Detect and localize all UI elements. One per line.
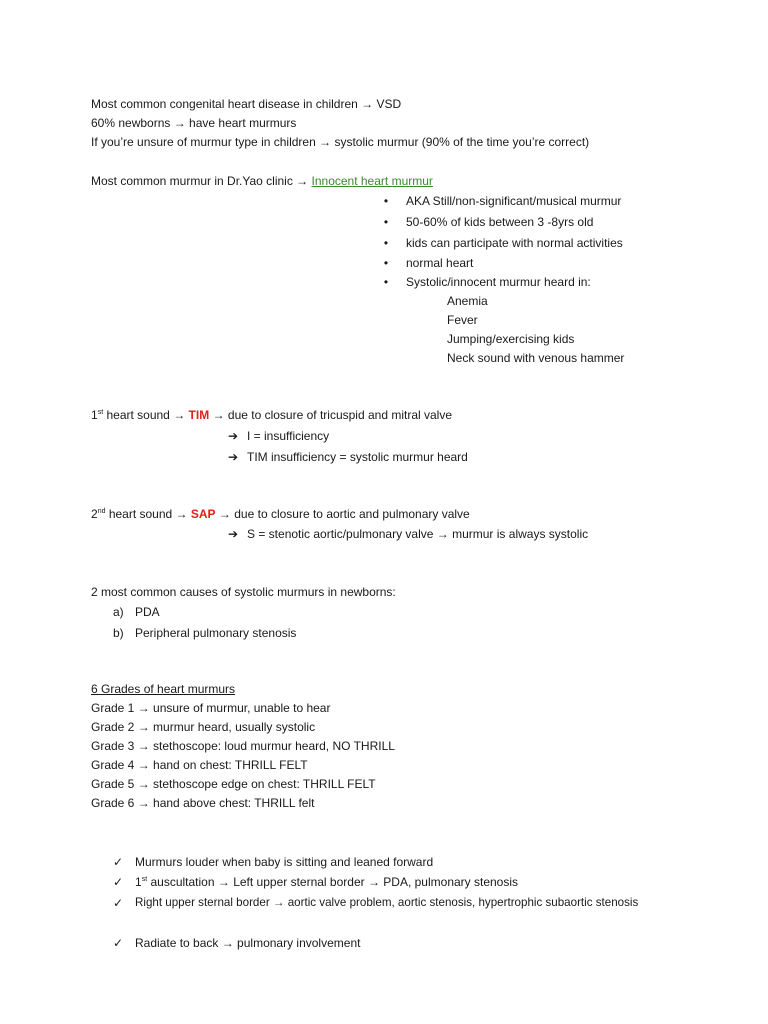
arrow-icon: →	[296, 174, 309, 188]
arrow-icon: →	[173, 116, 186, 130]
arrow-icon: →	[137, 758, 150, 772]
text: stethoscope edge on chest: THRILL FELT	[149, 777, 376, 791]
s1-item-2: TIM insufficiency = systolic murmur heard	[247, 450, 468, 464]
text: Grade 3	[91, 739, 138, 753]
sap-key: SAP	[190, 507, 216, 521]
text: aortic valve problem, aortic stenosis, hypertrophic subaortic stenosis	[284, 896, 639, 909]
clinic-bullet-2: 50-60% of kids between 3 -8yrs old	[406, 215, 594, 229]
check-item-2	[135, 874, 518, 890]
text: due to closure to aortic and pulmonary valve	[230, 507, 470, 521]
bold-arrow-icon: ➔	[228, 527, 239, 541]
check-item-3	[135, 895, 638, 911]
text: VSD	[373, 97, 402, 111]
s2-heading	[91, 506, 470, 522]
grades-title: 6 Grades of heart murmurs	[91, 682, 236, 696]
causes-marker-b: b)	[113, 626, 124, 640]
arrow-icon: →	[137, 796, 150, 810]
clinic-bullet-1: AKA Still/non-significant/musical murmur	[406, 194, 622, 208]
text: Most common congenital heart disease in children	[91, 97, 362, 111]
text: pulmonary involvement	[233, 936, 361, 950]
intro-line-2	[91, 115, 296, 131]
grade-row-1	[91, 700, 330, 716]
text: heart sound	[103, 408, 174, 422]
arrow-icon: →	[218, 507, 231, 521]
text: hand above chest: THRILL felt	[149, 796, 315, 810]
text: systolic murmur (90% of the time you’re correct)	[331, 135, 590, 149]
text: Right upper sternal border	[135, 896, 273, 909]
arrow-icon: →	[221, 936, 234, 950]
grade-row-3	[91, 738, 395, 754]
check-icon: ✓	[113, 936, 124, 950]
text: heart sound	[105, 507, 176, 521]
bullet-icon: •	[383, 275, 389, 289]
innocent-murmur-highlight: Innocent heart murmur	[311, 174, 433, 188]
grade-row-4	[91, 757, 308, 773]
grade-row-2	[91, 719, 315, 735]
bullet-icon: •	[383, 215, 389, 229]
text: murmur heard, usually systolic	[149, 720, 316, 734]
text: 1	[91, 408, 98, 422]
intro-line-3	[91, 134, 589, 150]
arrow-icon: →	[137, 720, 150, 734]
causes-item-b: Peripheral pulmonary stenosis	[135, 626, 297, 640]
text: Grade 2	[91, 720, 138, 734]
text: PDA, pulmonary stenosis	[379, 875, 519, 889]
check-icon: ✓	[113, 875, 124, 889]
text: stethoscope: loud murmur heard, NO THRILL	[149, 739, 395, 753]
check-icon: ✓	[113, 896, 124, 910]
text: Grade 1	[91, 701, 138, 715]
grade-row-6	[91, 795, 314, 811]
text: hand on chest: THRILL FELT	[149, 758, 308, 772]
s1-item-1: I = insufficiency	[247, 429, 330, 443]
text: have heart murmurs	[185, 116, 297, 130]
arrow-icon: →	[137, 777, 150, 791]
text: Grade 5	[91, 777, 138, 791]
arrow-icon: →	[137, 701, 150, 715]
arrow-icon: →	[367, 875, 380, 889]
clinic-sub-3: Jumping/exercising kids	[447, 332, 575, 346]
arrow-icon: →	[319, 135, 332, 149]
text: Grade 6	[91, 796, 138, 810]
superscript: nd	[97, 508, 106, 515]
text: If you’re unsure of murmur type in children	[91, 135, 320, 149]
bold-arrow-icon: ➔	[228, 429, 239, 443]
superscript: st	[97, 409, 104, 416]
arrow-icon: →	[137, 739, 150, 753]
arrow-icon: →	[436, 527, 449, 541]
clinic-sub-4: Neck sound with venous hammer	[447, 351, 625, 365]
clinic-bullet-3: kids can participate with normal activities	[406, 236, 623, 250]
clinic-heading	[91, 173, 433, 189]
clinic-sub-1: Anemia	[447, 294, 488, 308]
grade-row-5	[91, 776, 376, 792]
s1-heading	[91, 407, 452, 423]
causes-title: 2 most common causes of systolic murmurs in newborns:	[91, 585, 396, 599]
arrow-icon: →	[173, 408, 186, 422]
superscript: st	[141, 876, 148, 883]
text: 2	[91, 507, 98, 521]
clinic-bullet-4: normal heart	[406, 256, 474, 270]
text: auscultation	[147, 875, 218, 889]
text: Most common murmur in Dr.Yao clinic	[91, 174, 297, 188]
s2-item-1	[247, 526, 588, 542]
intro-line-1	[91, 96, 401, 112]
arrow-icon: →	[217, 875, 230, 889]
text: Left upper sternal border	[229, 875, 368, 889]
text: unsure of murmur, unable to hear	[149, 701, 331, 715]
arrow-icon: →	[361, 97, 374, 111]
bullet-icon: •	[383, 256, 389, 270]
bullet-icon: •	[383, 194, 389, 208]
bold-arrow-icon: ➔	[228, 450, 239, 464]
text: 1	[135, 875, 142, 889]
check-item-1: Murmurs louder when baby is sitting and leaned forward	[135, 855, 434, 869]
text: Radiate to back	[135, 936, 222, 950]
check-icon: ✓	[113, 855, 124, 869]
clinic-bullet-5: Systolic/innocent murmur heard in:	[406, 275, 591, 289]
text: 60% newborns	[91, 116, 174, 130]
text: Grade 4	[91, 758, 138, 772]
clinic-sub-2: Fever	[447, 313, 478, 327]
arrow-icon: →	[175, 507, 188, 521]
text: murmur is always systolic	[448, 527, 589, 541]
arrow-icon: →	[272, 896, 285, 909]
tim-key: TIM	[188, 408, 210, 422]
causes-marker-a: a)	[113, 605, 124, 619]
check-item-4	[135, 935, 360, 951]
text: due to closure of tricuspid and mitral valve	[224, 408, 453, 422]
text: S = stenotic aortic/pulmonary valve	[247, 527, 437, 541]
arrow-icon: →	[212, 408, 225, 422]
causes-item-a: PDA	[135, 605, 160, 619]
bullet-icon: •	[383, 236, 389, 250]
